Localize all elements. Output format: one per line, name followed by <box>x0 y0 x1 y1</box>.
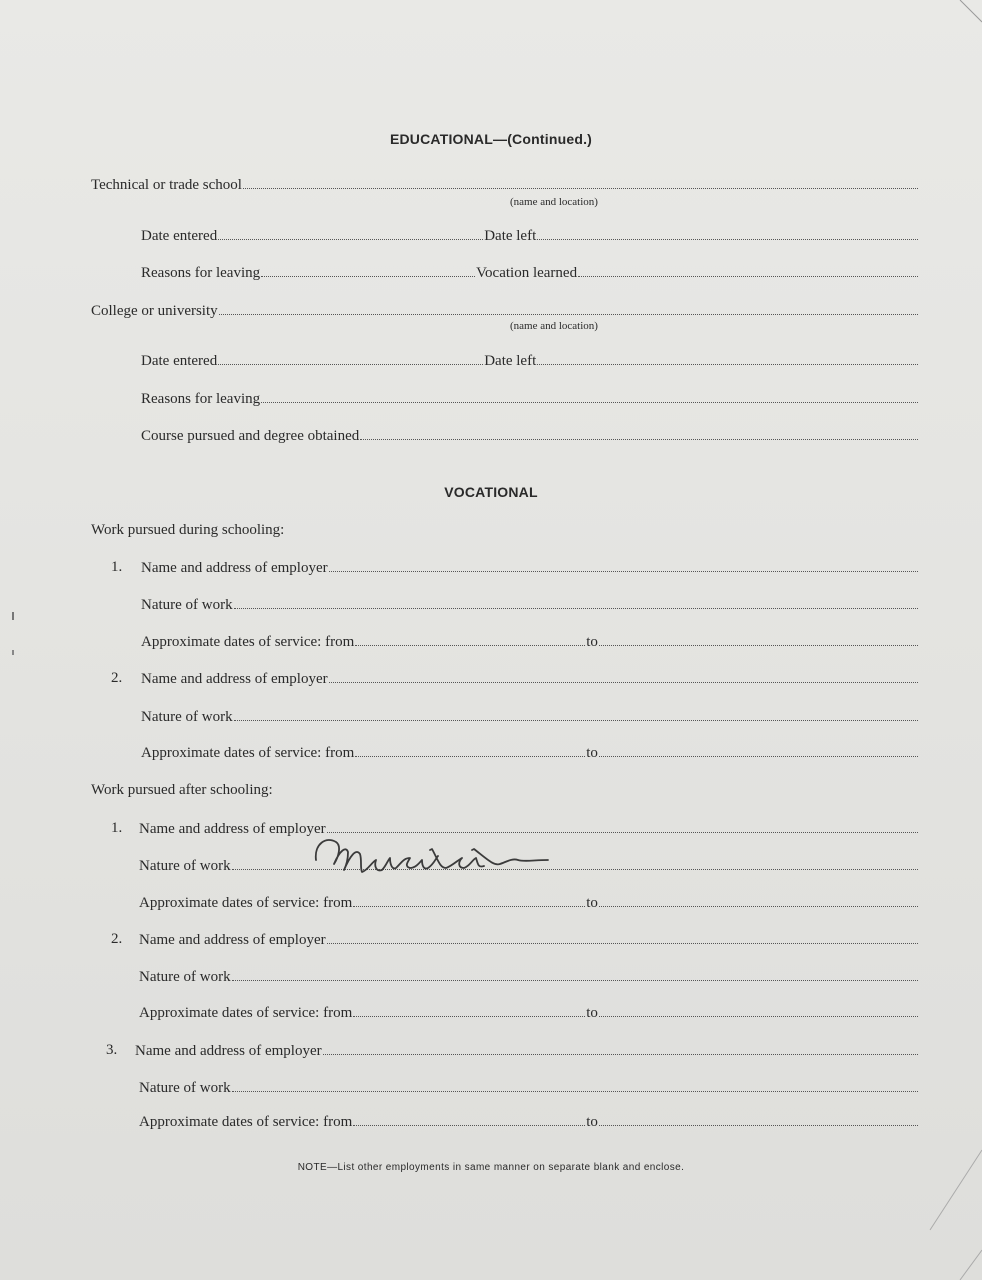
employer-label: Name and address of employer <box>135 1043 322 1059</box>
employer-line[interactable] <box>329 670 918 683</box>
handwritten-nature-of-work <box>312 830 552 887</box>
from-line[interactable] <box>353 1113 585 1126</box>
technical-reasons-row <box>141 264 919 282</box>
course-pursued-row[interactable] <box>141 427 919 445</box>
employer-line[interactable] <box>323 1042 918 1055</box>
after-2-employer-row[interactable] <box>139 931 919 949</box>
after-3-nature-row[interactable] <box>139 1079 919 1097</box>
during-2-employer-row[interactable] <box>141 670 919 688</box>
college-date-left-label: Date left <box>484 353 537 369</box>
nature-line[interactable] <box>234 596 918 609</box>
technical-dates-row <box>141 227 919 245</box>
after-3-dates-row <box>139 1113 919 1131</box>
after-3-number: 3. <box>106 1042 118 1058</box>
to-label: to <box>586 895 598 911</box>
employer-label: Name and address of employer <box>141 671 328 687</box>
from-line[interactable] <box>353 1004 585 1017</box>
nature-label: Nature of work <box>139 1080 231 1096</box>
during-2-dates-row <box>141 744 919 762</box>
during-1-number: 1. <box>111 559 123 575</box>
educational-heading: EDUCATIONAL—(Continued.) <box>389 131 593 147</box>
technical-school-field[interactable] <box>91 176 919 194</box>
during-1-nature-row[interactable] <box>141 596 919 614</box>
during-2-nature-row[interactable] <box>141 708 919 726</box>
after-2-dates-row <box>139 1004 919 1022</box>
college-reasons-row[interactable] <box>141 390 919 408</box>
employer-label: Name and address of employer <box>139 821 326 837</box>
college-reasons-line[interactable] <box>261 390 918 403</box>
after-3-employer-row[interactable] <box>135 1042 919 1060</box>
dates-label: Approximate dates of service: from <box>139 1114 353 1130</box>
during-1-employer-row[interactable] <box>141 559 919 577</box>
to-line[interactable] <box>599 633 918 646</box>
tech-reasons-line[interactable] <box>261 264 475 277</box>
college-label: College or university <box>91 303 218 319</box>
to-line[interactable] <box>599 744 918 757</box>
course-pursued-line[interactable] <box>360 427 918 440</box>
after-2-nature-row[interactable] <box>139 968 919 986</box>
nature-line[interactable] <box>232 968 918 981</box>
after-1-number: 1. <box>111 820 123 836</box>
technical-school-sublabel: (name and location) <box>510 196 598 208</box>
to-line[interactable] <box>599 1113 918 1126</box>
college-field[interactable] <box>91 302 919 320</box>
to-line[interactable] <box>599 1004 918 1017</box>
during-schooling-heading: Work pursued during schooling: <box>91 522 285 538</box>
to-label: to <box>586 634 598 650</box>
nature-label: Nature of work <box>139 969 231 985</box>
tech-date-entered-label: Date entered <box>141 228 218 244</box>
tech-date-left-label: Date left <box>484 228 537 244</box>
college-date-entered-line[interactable] <box>218 352 483 365</box>
to-line[interactable] <box>599 894 918 907</box>
tech-vocation-line[interactable] <box>578 264 918 277</box>
after-1-dates-row <box>139 894 919 912</box>
to-label: to <box>586 745 598 761</box>
college-dates-row <box>141 352 919 370</box>
to-label: to <box>586 1005 598 1021</box>
to-label: to <box>586 1114 598 1130</box>
footer-note: NOTE—List other employments in same manner on separate blank and enclose. <box>297 1162 685 1173</box>
college-reasons-label: Reasons for leaving <box>141 391 261 407</box>
tech-vocation-label: Vocation learned <box>476 265 578 281</box>
tech-date-entered-line[interactable] <box>218 227 483 240</box>
nature-line[interactable] <box>232 1079 918 1092</box>
college-date-entered-label: Date entered <box>141 353 218 369</box>
technical-school-label: Technical or trade school <box>91 177 242 193</box>
employer-label: Name and address of employer <box>139 932 326 948</box>
during-1-dates-row <box>141 633 919 651</box>
technical-school-line[interactable] <box>243 176 918 189</box>
nature-line[interactable] <box>234 708 918 721</box>
from-line[interactable] <box>353 894 585 907</box>
during-2-number: 2. <box>111 670 123 686</box>
employer-line[interactable] <box>327 931 918 944</box>
dates-label: Approximate dates of service: from <box>139 1005 353 1021</box>
nature-label: Nature of work <box>141 597 233 613</box>
nature-label: Nature of work <box>141 709 233 725</box>
dates-label: Approximate dates of service: from <box>139 895 353 911</box>
nature-label: Nature of work <box>139 858 231 874</box>
dates-label: Approximate dates of service: from <box>141 745 355 761</box>
course-pursued-label: Course pursued and degree obtained <box>141 428 360 444</box>
after-schooling-heading: Work pursued after schooling: <box>91 782 273 798</box>
tech-reasons-label: Reasons for leaving <box>141 265 261 281</box>
dates-label: Approximate dates of service: from <box>141 634 355 650</box>
college-line[interactable] <box>219 302 918 315</box>
employer-label: Name and address of employer <box>141 560 328 576</box>
college-date-left-line[interactable] <box>537 352 918 365</box>
handwritten-signature-musician <box>312 830 552 882</box>
after-2-number: 2. <box>111 931 123 947</box>
vocational-heading: VOCATIONAL <box>444 484 538 500</box>
college-sublabel: (name and location) <box>510 320 598 332</box>
from-line[interactable] <box>355 744 585 757</box>
employer-line[interactable] <box>329 559 918 572</box>
from-line[interactable] <box>355 633 585 646</box>
tech-date-left-line[interactable] <box>537 227 918 240</box>
